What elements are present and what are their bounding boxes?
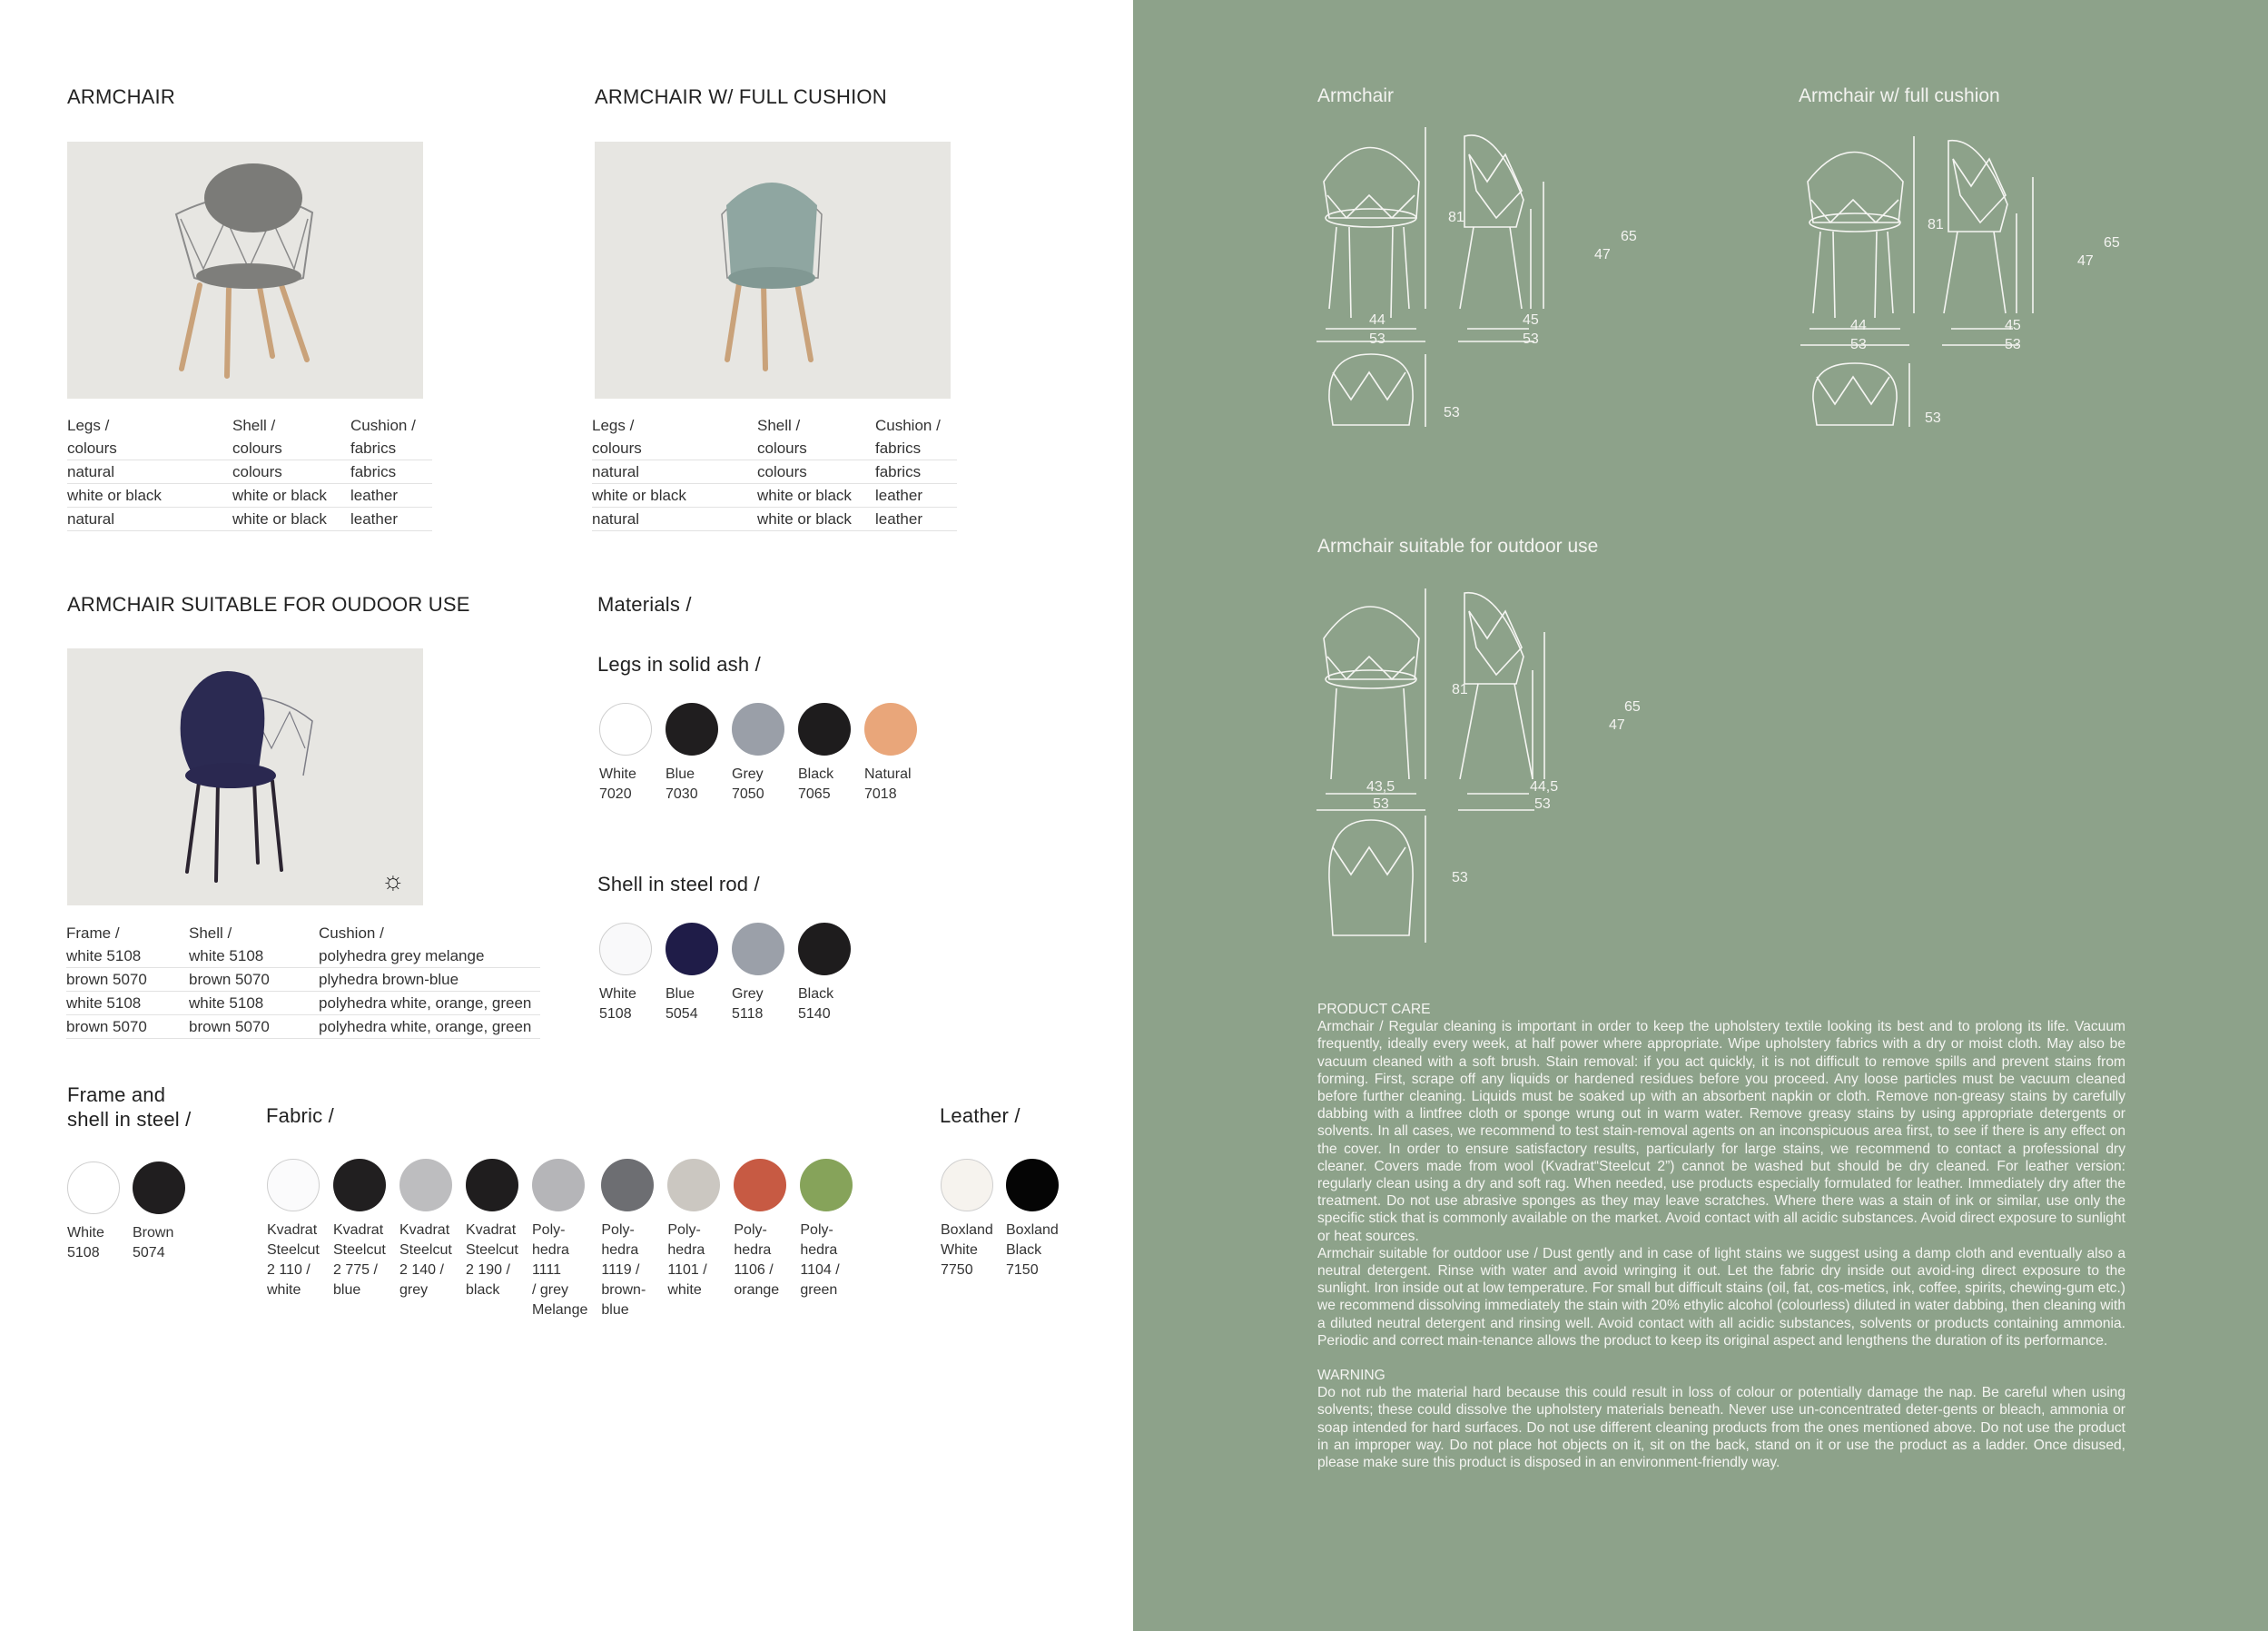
table-header: Legs / xyxy=(592,417,635,434)
shell-swatches xyxy=(599,923,864,1024)
legs-swatch-label: Black 7065 xyxy=(798,766,834,802)
product-options-page xyxy=(0,0,1133,1631)
fabric-swatch xyxy=(667,1159,720,1320)
dimension-label: 45 xyxy=(2005,318,2021,333)
fabric-swatch-label: Kvadrat Steelcut 2 140 / grey xyxy=(399,1222,452,1298)
fabric-swatch-label: Poly- hedra 1101 / white xyxy=(667,1222,707,1298)
dimension-label: 53 xyxy=(1850,337,1867,352)
fabric-color-circle xyxy=(800,1159,853,1211)
dimension-label: 47 xyxy=(1594,247,1611,262)
dimension-label: 53 xyxy=(1369,331,1385,347)
legs-swatch-label: White 7020 xyxy=(599,766,636,802)
fabric-color-circle xyxy=(667,1159,720,1211)
dimension-label: 44,5 xyxy=(1530,779,1559,795)
legs-swatch xyxy=(732,703,784,805)
frame-swatch xyxy=(67,1161,120,1263)
table-header: Cushion / xyxy=(875,417,941,434)
table-row xyxy=(67,484,432,508)
table-row xyxy=(67,460,432,484)
dimension-label: 44 xyxy=(1850,318,1867,333)
table-header: Frame / xyxy=(66,924,120,942)
legs-swatch-label: Natural 7018 xyxy=(864,766,912,802)
table-cell: white 5108 xyxy=(189,992,319,1015)
leather-swatch-label: Boxland Black 7150 xyxy=(1006,1222,1059,1278)
armchair-full-spec-table xyxy=(592,414,957,531)
fabric-color-circle xyxy=(601,1159,654,1211)
dimension-label: 53 xyxy=(1925,410,1941,426)
fabric-swatch-label: Poly- hedra 1111 / grey Melange xyxy=(532,1222,588,1318)
shell-color-circle xyxy=(732,923,784,975)
drawing-title-armchair: Armchair xyxy=(1317,85,1395,106)
table-row xyxy=(66,968,540,992)
frame-color-circle xyxy=(133,1161,185,1214)
leather-swatches xyxy=(941,1159,1071,1280)
fabric-swatch-label: Poly- hedra 1104 / green xyxy=(800,1222,840,1298)
shell-swatch-label: Grey 5118 xyxy=(732,986,764,1022)
dimension-label: 81 xyxy=(1452,682,1468,697)
table-row xyxy=(67,508,432,531)
table-cell: white or black xyxy=(232,484,350,508)
frame-shell-swatches xyxy=(67,1161,198,1263)
table-cell: white or black xyxy=(232,508,350,531)
fabric-swatch xyxy=(800,1159,853,1320)
table-cell: polyhedra grey melange xyxy=(319,944,540,968)
table-row xyxy=(66,1015,540,1039)
table-cell: brown 5070 xyxy=(66,968,189,992)
armchair-spec-table xyxy=(67,414,432,531)
armchair-image xyxy=(67,142,423,399)
legs-color-circle xyxy=(864,703,917,756)
table-cell: white or black xyxy=(592,484,757,508)
table-cell: natural xyxy=(67,460,232,484)
table-row xyxy=(66,992,540,1015)
shell-color-circle xyxy=(666,923,718,975)
legs-swatch xyxy=(864,703,917,805)
dimension-label: 65 xyxy=(1624,699,1641,715)
table-header: Cushion / xyxy=(319,924,384,942)
fabric-color-circle xyxy=(532,1159,585,1211)
outdoor-drawing xyxy=(1315,588,1623,952)
dimension-label: 47 xyxy=(2077,253,2094,269)
shell-swatch-label: Blue 5054 xyxy=(666,986,698,1022)
weather-icon: ☼ xyxy=(381,866,405,895)
dimension-label: 44 xyxy=(1369,312,1385,328)
dimension-label: 53 xyxy=(1523,331,1539,347)
armchair-outdoor-spec-table xyxy=(66,922,540,1039)
fabric-swatch-label: Kvadrat Steelcut 2 110 / white xyxy=(267,1222,320,1298)
armchair-full-title: ARMCHAIR W/ FULL CUSHION xyxy=(595,85,887,108)
legs-title: Legs in solid ash / xyxy=(597,653,761,676)
legs-color-circle xyxy=(666,703,718,756)
fabric-swatch xyxy=(601,1159,654,1320)
dimension-label: 53 xyxy=(1452,870,1468,885)
legs-swatch-label: Blue 7030 xyxy=(666,766,698,802)
armchair-full-photo xyxy=(595,142,951,399)
fabric-swatch-label: Poly- hedra 1119 / brown- blue xyxy=(601,1222,646,1318)
fabric-color-circle xyxy=(399,1159,452,1211)
table-cell: natural xyxy=(67,508,232,531)
fabric-swatch xyxy=(399,1159,452,1320)
table-cell: fabrics xyxy=(350,437,432,460)
table-header-row xyxy=(592,414,957,437)
table-row xyxy=(592,508,957,531)
armchair-outdoor-photo xyxy=(67,648,423,905)
legs-swatch xyxy=(666,703,718,805)
fabric-color-circle xyxy=(333,1159,386,1211)
table-header-row xyxy=(67,414,432,437)
table-cell: brown 5070 xyxy=(66,1015,189,1039)
table-cell: polyhedra white, orange, green xyxy=(319,992,540,1015)
armchair-outdoor-image xyxy=(67,648,423,905)
dimension-label: 47 xyxy=(1609,717,1625,733)
table-cell: white 5108 xyxy=(66,992,189,1015)
legs-color-circle xyxy=(599,703,652,756)
table-cell: white 5108 xyxy=(66,944,189,968)
table-cell: brown 5070 xyxy=(189,1015,319,1039)
frame-swatch-label: Brown 5074 xyxy=(133,1225,174,1260)
shell-title: Shell in steel rod / xyxy=(597,873,760,895)
shell-swatch-label: Black 5140 xyxy=(798,986,834,1022)
leather-color-circle xyxy=(941,1159,993,1211)
fabric-color-circle xyxy=(466,1159,518,1211)
frame-swatch xyxy=(133,1161,185,1263)
frame-color-circle xyxy=(67,1161,120,1214)
table-row xyxy=(592,484,957,508)
armchair-title: ARMCHAIR xyxy=(67,85,175,108)
fabric-swatch-label: Kvadrat Steelcut 2 775 / blue xyxy=(333,1222,386,1298)
materials-title: Materials / xyxy=(597,593,692,616)
dimension-label: 65 xyxy=(2104,235,2120,251)
leather-color-circle xyxy=(1006,1159,1059,1211)
care-paragraph-outdoor: Armchair suitable for outdoor use / Dust gently and in case of light stains we suggest using a damp cloth and eventually also a neutral detergent. Rinse with water and avoid wringing it out. Let the fabric dry inside out avoid-ing direct exposure to the sunlight. Iron inside out at low temperature. For small but difficult stains (oil, fat, cos-metics, ink, coffee, spirits, chewing-gum etc.) we recommend dissolving immediately the stain with 20% ethylic alcohol (colourless) diluted in water dabbing, then cleaning with a diluted neutral detergent and rinsing well. Avoid contact with all acidic substances, solvents or products containing ammonia. Periodic and correct main-tenance allows the product to keep its original aspect and lengthens the duration of its performance. xyxy=(1317,1245,2125,1349)
fabric-color-circle xyxy=(734,1159,786,1211)
table-cell: plyhedra brown-blue xyxy=(319,968,540,992)
care-paragraph-armchair: Armchair / Regular cleaning is important in order to keep the upholstery textile looking its best and to prolong its life. Vacuum frequently, ideally every week, at half power where appropriate. Wipe upholstery fabrics with a dry or moist cloth. May also be vacuum cleaned with a soft brush. Stain removal: if you act quickly, it is not difficult to remove spills and prevent stains from forming. First, scrape off any liquids or hardened residues before you proceed. Any loose particles must be vacuum cleaned before further cleaning. Liquids must be soaked up with an absorbent napkin or cloth. Remove non-greasy stains by carefully dabbing with a lintfree cloth or sponge wrung out in warm water. Remove greasy stains by using appropriate detergents or solvents. In all cases, we recommend to test stain-removal agents on an inconspicuous area first, to see if there is any effect on the cover. In order to ensure satisfactory results, particularly for large stains, we recommend to contact a professional dry cleaner. Covers made from wool (Kvadrat“Steelcut 2”) cannot be washed but should be dry cleaned. For leather version: regularly clean using a dry and soft rag. When needed, use products especially formulated for leather. Immediately dry after the treatment. Do not use abrasive sponges as they may leave scratches. Where there was a stain of ink or similar, use only the specific stick that is commonly available on the market. Avoid contact with all acidic substances. Avoid direct exposure to sunlight or heat sources. xyxy=(1317,1019,2125,1244)
dimension-label: 65 xyxy=(1621,229,1637,244)
fabric-swatch xyxy=(466,1159,518,1320)
table-cell: colours xyxy=(232,460,350,484)
warning-heading: WARNING xyxy=(1317,1368,1385,1384)
table-cell: polyhedra white, orange, green xyxy=(319,1015,540,1039)
legs-swatch xyxy=(798,703,851,805)
leather-swatch xyxy=(1006,1159,1059,1280)
fabric-swatch xyxy=(734,1159,786,1320)
legs-swatch xyxy=(599,703,652,805)
fabric-swatch xyxy=(532,1159,587,1320)
fabric-swatch xyxy=(333,1159,386,1320)
dimension-label: 53 xyxy=(1373,796,1389,812)
frame-shell-title: Frame and shell in steel / xyxy=(67,1083,192,1131)
table-cell: colours xyxy=(757,460,875,484)
dimension-label: 81 xyxy=(1928,217,1944,232)
fabric-title: Fabric / xyxy=(266,1104,334,1127)
table-cell: colours xyxy=(67,437,232,460)
armchair-full-drawing xyxy=(1799,136,2107,499)
table-header: Shell / xyxy=(189,924,232,942)
table-row xyxy=(592,437,957,460)
table-header: Shell / xyxy=(757,417,801,434)
shell-swatch xyxy=(599,923,652,1024)
table-row xyxy=(592,460,957,484)
table-cell: leather xyxy=(350,484,432,508)
table-cell: white or black xyxy=(757,508,875,531)
table-header-row xyxy=(66,922,540,944)
table-cell: white 5108 xyxy=(189,944,319,968)
product-care-text xyxy=(1317,1001,2125,1471)
drawing-title-outdoor: Armchair suitable for outdoor use xyxy=(1317,536,1599,557)
table-cell: white or black xyxy=(67,484,232,508)
table-cell: fabrics xyxy=(350,460,432,484)
table-cell: natural xyxy=(592,508,757,531)
table-row xyxy=(66,944,540,968)
legs-swatches xyxy=(599,703,931,805)
shell-swatch-label: White 5108 xyxy=(599,986,636,1022)
fabric-swatches xyxy=(267,1159,866,1320)
fabric-swatch-label: Poly- hedra 1106 / orange xyxy=(734,1222,780,1298)
shell-swatch xyxy=(732,923,784,1024)
table-cell: white or black xyxy=(757,484,875,508)
fabric-swatch-label: Kvadrat Steelcut 2 190 / black xyxy=(466,1222,518,1298)
table-cell: colours xyxy=(757,437,875,460)
table-header: Legs / xyxy=(67,417,110,434)
table-row xyxy=(67,437,432,460)
leather-title: Leather / xyxy=(940,1104,1021,1127)
legs-swatch-label: Grey 7050 xyxy=(732,766,764,802)
table-cell: colours xyxy=(592,437,757,460)
warning-paragraph: Do not rub the material hard because this could result in loss of colour or potentially damage the nap. Be careful when using solvents; these could dissolve the upholstery materials beneath. Never use un-concentrated deter-gents or bleach, ammonia or soap intended for hard surfaces. Do not use different cleaning products from the ones mentioned above. Do not use the product in an improper way. Do not place hot objects on it, sit on the back, stand on it or use the product as a ladder. Once disused, please make sure this product is disposed in an environment-friendly way. xyxy=(1317,1385,2125,1471)
shell-swatch xyxy=(798,923,851,1024)
armchair-full-image xyxy=(595,142,951,399)
care-heading: PRODUCT CARE xyxy=(1317,1002,1431,1017)
shell-color-circle xyxy=(798,923,851,975)
frame-swatch-label: White 5108 xyxy=(67,1225,104,1260)
dimension-label: 81 xyxy=(1448,210,1464,225)
legs-color-circle xyxy=(798,703,851,756)
armchair-drawing xyxy=(1315,127,1623,490)
legs-color-circle xyxy=(732,703,784,756)
table-header: Cushion / xyxy=(350,417,416,434)
fabric-color-circle xyxy=(267,1159,320,1211)
shell-color-circle xyxy=(599,923,652,975)
leather-swatch-label: Boxland White 7750 xyxy=(941,1222,993,1278)
drawing-title-armchair-full: Armchair w/ full cushion xyxy=(1799,85,2000,106)
table-cell: natural xyxy=(592,460,757,484)
fabric-swatch xyxy=(267,1159,320,1320)
dimension-label: 45 xyxy=(1523,312,1539,328)
table-cell: brown 5070 xyxy=(189,968,319,992)
table-cell: leather xyxy=(875,484,957,508)
dimension-label: 53 xyxy=(2005,337,2021,352)
table-cell: fabrics xyxy=(875,460,957,484)
armchair-outdoor-title: ARMCHAIR SUITABLE FOR OUDOOR USE xyxy=(67,593,470,616)
dimension-label: 53 xyxy=(1534,796,1551,812)
leather-swatch xyxy=(941,1159,993,1280)
table-header: Shell / xyxy=(232,417,276,434)
table-cell: colours xyxy=(232,437,350,460)
dimension-label: 53 xyxy=(1444,405,1460,420)
table-cell: leather xyxy=(350,508,432,531)
table-cell: leather xyxy=(875,508,957,531)
shell-swatch xyxy=(666,923,718,1024)
dimension-label: 43,5 xyxy=(1366,779,1395,795)
armchair-photo xyxy=(67,142,423,399)
table-cell: fabrics xyxy=(875,437,957,460)
